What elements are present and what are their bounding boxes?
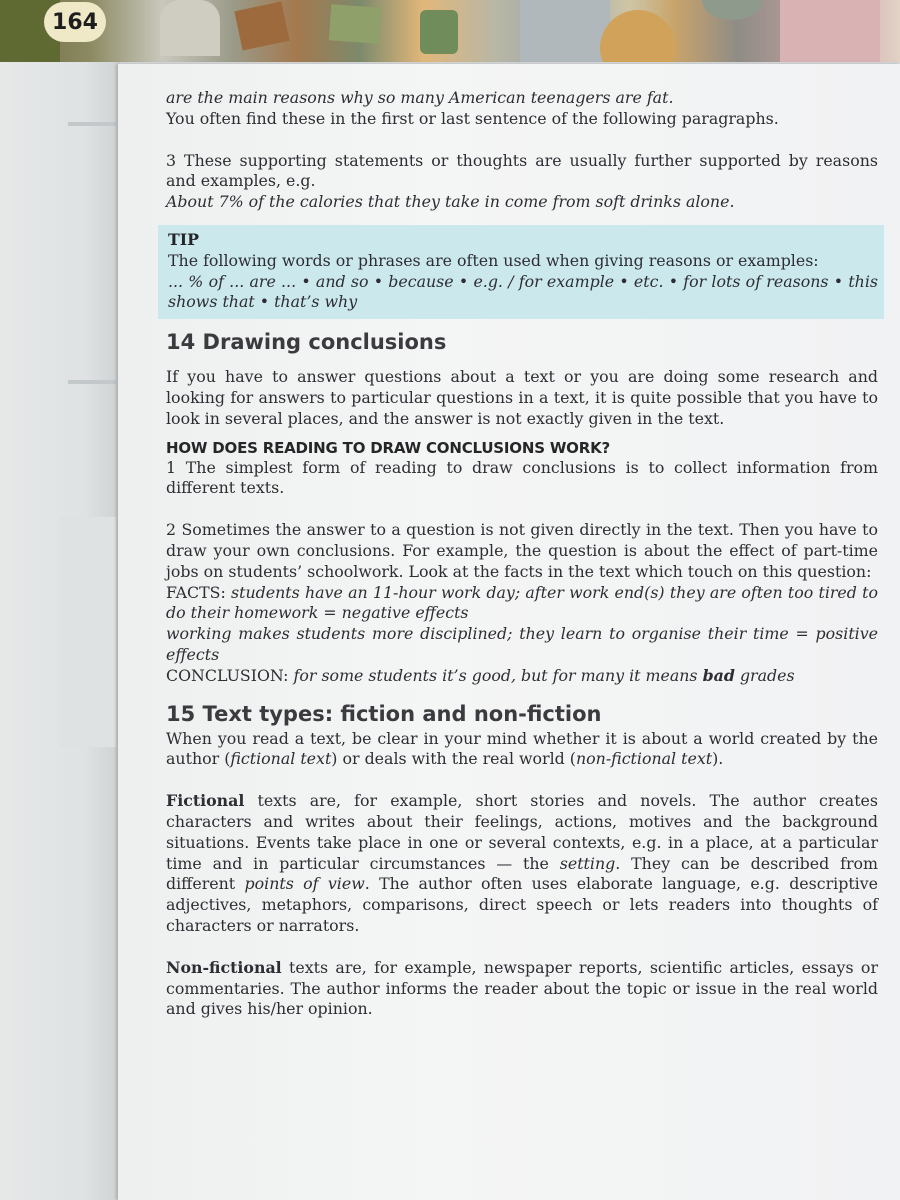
intro-line-1: are the main reasons why so many American teenagers are fat. xyxy=(166,88,674,107)
tip-text: The following words or phrases are often used when giving reasons or examples: xyxy=(168,250,819,270)
conclusion-text: for some students it’s good, but for many it means xyxy=(293,665,698,685)
left-page-margin xyxy=(0,62,120,1200)
banner-photo-card xyxy=(329,4,381,43)
fictional-term: Fictional xyxy=(166,791,245,811)
banner-photo-kangaroo xyxy=(160,0,220,56)
ghost-mark xyxy=(60,517,116,747)
section-14-point-2: 2 Sometimes the answer to a question is not given directly in the text. Then you have to draw your own conclusions. For example, the question is about the effect of part-time jobs on students’ schoolwork. Look at the facts in the text which touch on this question: xyxy=(166,520,878,581)
term-fictional-text: fictional text xyxy=(230,749,332,769)
section-14-title: 14 Drawing conclusions xyxy=(166,330,447,355)
section-15-title: 15 Text types: fiction and non-fiction xyxy=(166,701,602,726)
banner-photo-can xyxy=(420,10,458,54)
page-content xyxy=(166,88,878,1020)
facts-negative xyxy=(166,583,878,625)
conclusion-label: CONCLUSION: xyxy=(166,665,289,685)
banner-photo-coin-small xyxy=(702,0,762,20)
section-14-subheading: HOW DOES READING TO DRAW CONCLUSIONS WORK? xyxy=(166,438,610,457)
point-3-example: About 7% of the calories that they take in come from soft drinks alone. xyxy=(166,192,735,212)
point-3: 3 These supporting statements or thoughts are usually further supported by reasons and examples, e.g. xyxy=(166,150,878,191)
banner-photo-city xyxy=(520,0,610,62)
header-photo-banner xyxy=(0,0,900,62)
term-setting: setting xyxy=(559,853,616,873)
ghost-mark xyxy=(68,380,116,384)
banner-photo-coin xyxy=(600,10,676,62)
facts-positive: working makes students more disciplined; they learn to organise their time = positive effects xyxy=(166,624,878,664)
tip-box xyxy=(158,225,884,319)
conclusion-bold: bad xyxy=(702,665,735,685)
conclusion-end: grades xyxy=(739,665,795,685)
tip-heading: TIP xyxy=(168,229,200,249)
textbook-page xyxy=(118,64,900,1200)
section-14-point-1: 1 The simplest form of reading to draw conclusions is to collect information from different texts. xyxy=(166,457,878,498)
page-number-badge: 164 xyxy=(44,2,106,42)
intro-line-2: You often find these in the first or last sentence of the following paragraphs. xyxy=(166,108,779,128)
tip-phrases: ... % of ... are ... • and so • because • e.g. / for example • etc. • for lots of reasons • this shows that • that’s why xyxy=(168,271,878,312)
non-fictional-term: Non-fictional xyxy=(166,957,282,977)
banner-photo-banknote xyxy=(780,0,880,62)
fictional-paragraph: Fictional texts are, for example, short stories and novels. The author creates characters and writes about their feelings, actions, motives and the background situations. Events take place in one or several contexts, e.g. in a place, at a particular time and in particular circumstances — the setting. They can be described from different points of view. The author often uses elaborate language, e.g. descriptive adjectives, metaphors, comparisons, direct speech or lets readers into thoughts of characters or narrators. xyxy=(166,791,878,935)
term-points-of-view: points of view xyxy=(244,874,365,894)
section-14-intro: If you have to answer questions about a text or you are doing some research and looking for answers to particular questions in a text, it is quite possible that you have to look in several places, and the answer is not exactly given in the text. xyxy=(166,367,878,428)
banner-photo-stamp xyxy=(234,1,289,50)
facts-label: FACTS: xyxy=(166,582,226,602)
term-non-fictional-text: non-fictional text xyxy=(575,749,713,769)
facts-negative-text: students have an 11-hour work day; after work end(s) they are often too tired to do their homework = negative effects xyxy=(166,582,878,623)
conclusion xyxy=(166,666,878,687)
section-15-intro: When you read a text, be clear in your mind whether it is about a world created by the author (fictional text) or deals with the real world (non-fictional text). xyxy=(166,728,878,769)
non-fictional-paragraph: Non-fictional texts are, for example, newspaper reports, scientific articles, essays or commentaries. The author informs the reader about the topic or issue in the real world and gives his/her opinion. xyxy=(166,957,878,1019)
ghost-mark xyxy=(68,122,116,126)
